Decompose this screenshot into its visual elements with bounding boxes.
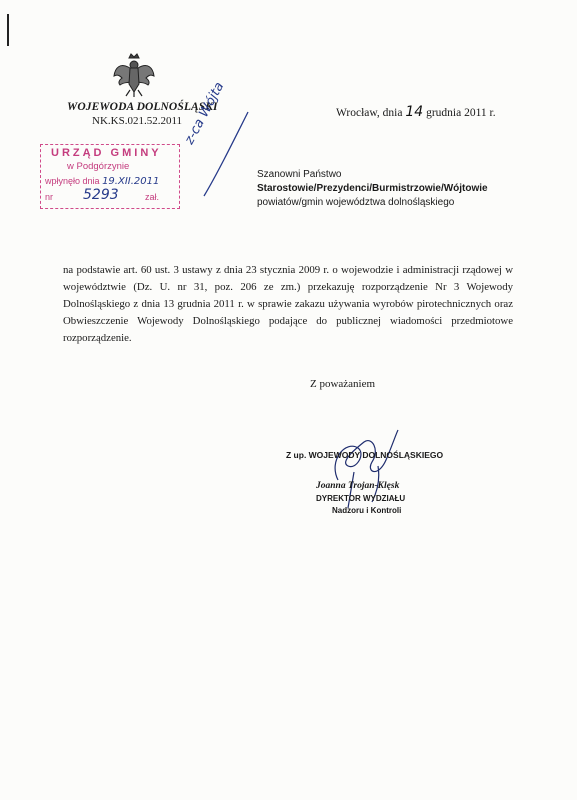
stamp-number-label: nr <box>45 192 54 202</box>
recipient-scope: powiatów/gmin województwa dolnośląskiego <box>257 197 455 208</box>
greeting: Szanowni Państwo <box>257 169 342 180</box>
reference-number: NK.KS.021.52.2011 <box>92 115 183 127</box>
handwritten-note-text: z-ca Wójta <box>182 79 228 148</box>
closing: Z poważaniem <box>310 378 376 390</box>
signatory-role: DYREKTOR WYDZIAŁU <box>316 494 406 503</box>
stamp-received-label: wpłynęło dnia <box>45 176 100 186</box>
place-date-suffix: grudnia 2011 r. <box>426 107 496 119</box>
eagle-emblem-icon <box>112 52 156 98</box>
place-date <box>336 104 496 120</box>
stamp-office-name: URZĄD GMINY <box>51 147 162 159</box>
issuer-title: WOJEWODA DOLNOŚLĄSKI <box>67 101 218 113</box>
signature-on-behalf: Z up. WOJEWODY DOLNOŚLĄSKIEGO <box>286 450 444 460</box>
letter-body <box>63 262 513 347</box>
addressee-block <box>257 168 488 210</box>
stamp-attachments-label: zał. <box>145 192 160 202</box>
handwritten-stroke <box>176 106 256 201</box>
stamp-number-line <box>45 187 173 203</box>
stamp-received-date: 19.XII.2011 <box>102 176 160 187</box>
body-paragraph: na podstawie art. 60 ust. 3 ustawy z dnia 23 stycznia 2009 r. o wojewodzie i administracji rządowej w województwie (Dz. U. nr 31, poz. 206 ze zm.) przekazuję rozporządzenie Nr 3 Wojewody Dolnośląskiego z dnia 13 grudnia 2011 r. w sprawie zakazu używania wyrobów pirotechnicznych oraz Obwieszczenie Wojewody Dolnośląskiego podające do publicznej wiadomości przedmiotowe rozporządzenie. <box>63 264 513 344</box>
stamp-received-line <box>45 176 159 187</box>
stamp-office-location: w Podgórzynie <box>67 161 130 172</box>
margin-mark <box>7 14 9 46</box>
handwritten-note <box>176 79 256 201</box>
signature-block <box>268 420 468 520</box>
handwritten-day: 14 <box>405 104 424 120</box>
signatory-department: Nadzoru i Kontroli <box>332 506 402 515</box>
signatory-name: Joanna Trojan-Klęsk <box>316 481 400 491</box>
place-date-prefix: Wrocław, dnia <box>336 107 403 119</box>
signature-scribble <box>268 420 468 520</box>
registry-stamp <box>40 144 180 209</box>
stamp-number: 5293 <box>83 187 119 203</box>
recipients: Starostowie/Prezydenci/Burmistrzowie/Wójtowie <box>257 183 488 194</box>
